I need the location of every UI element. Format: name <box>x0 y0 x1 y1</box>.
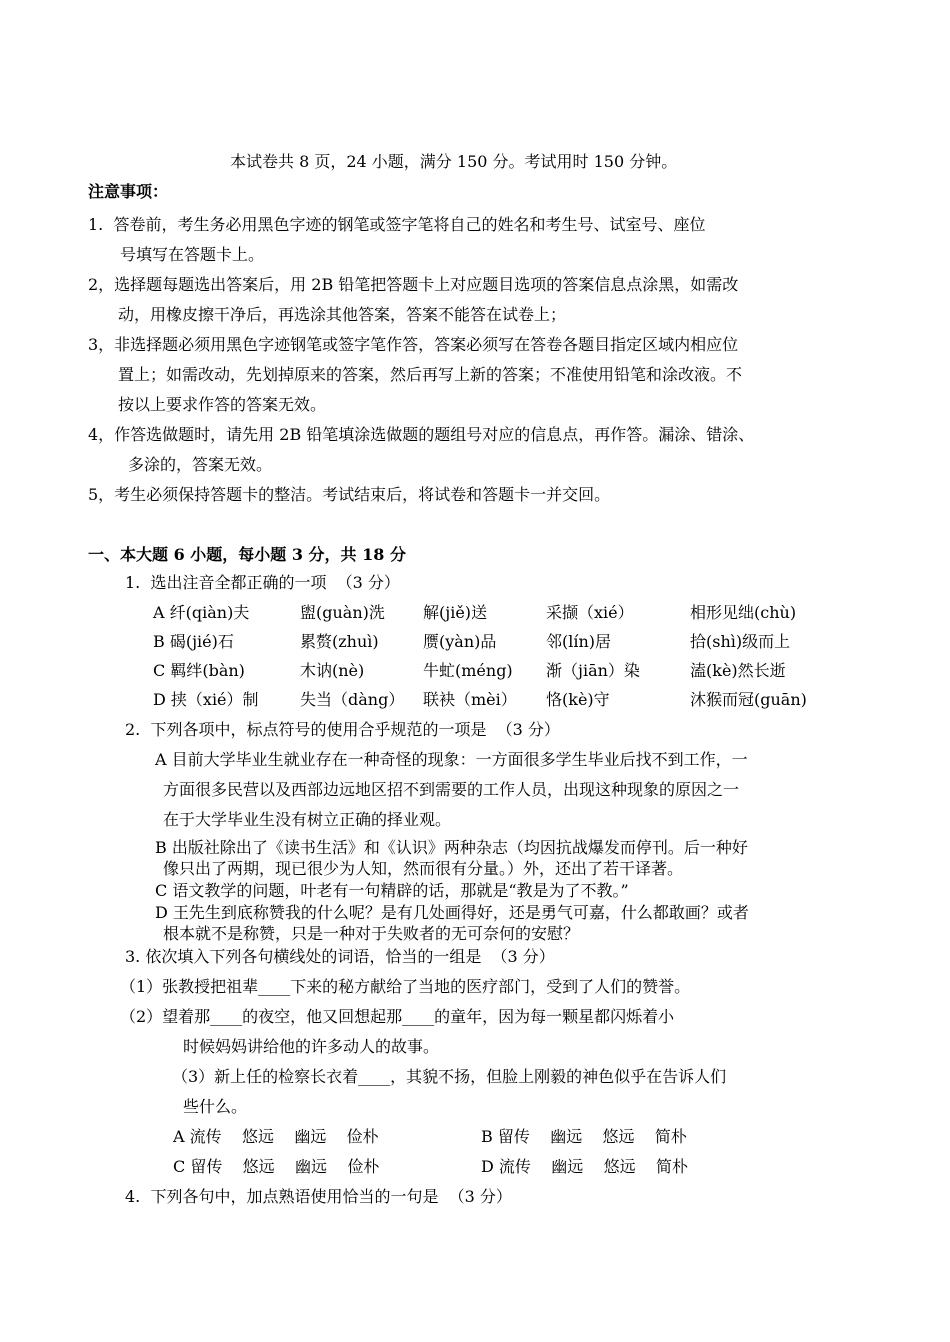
option-cell: 相形见绌(chù) <box>690 603 797 622</box>
option-cell: A 纤(qiàn)夫 <box>153 603 250 622</box>
notice-line: 2，选择题每题选出答案后，用 2B 铅笔把答题卡上对应题目选项的答案信息点涂黑，如需改 <box>88 275 739 294</box>
option-cell: 失当（dàng） <box>300 690 405 709</box>
option-cell: C 羁绊(bàn) <box>153 661 245 680</box>
notice-line: 3，非选择题必须用黑色字迹钢笔或签字笔作答，答案必须写在答卷各题目指定区域内相应位 <box>88 335 739 354</box>
option-cell: 沐猴而冠(guān) <box>690 690 807 709</box>
question-3-option-d: D 流传 幽远 悠远 简朴 <box>481 1157 688 1176</box>
question-2-option-a: 方面很多民营以及西部边远地区招不到需要的工作人员，出现这种现象的原因之一 <box>163 780 740 799</box>
option-cell: 解(jiě)送 <box>423 603 488 622</box>
notice-line: 4，作答选做题时，请先用 2B 铅笔填涂选做题的题组号对应的信息点，再作答。漏涂、错涂、 <box>88 425 755 444</box>
question-3-option-b: B 留传 幽远 悠远 简朴 <box>481 1127 687 1146</box>
question-2-option-a: A 目前大学毕业生就业存在一种奇怪的现象：一方面很多学生毕业后找不到工作，一 <box>155 750 748 769</box>
question-3-sentence: 些什么。 <box>183 1097 248 1116</box>
option-cell: B 碣(jié)石 <box>153 632 234 651</box>
question-2-option-d: 根本就不是称赞，只是一种对于失败者的无可奈何的安慰？ <box>163 924 580 943</box>
question-4-stem: 4. 下列各句中，加点熟语使用恰当的一句是 （3 分） <box>125 1187 512 1206</box>
option-cell: 拾(shì)级而上 <box>690 632 791 651</box>
question-2-option-b: 像只出了两期，现已很少为人知，然而很有分量。）外，还出了若干译著。 <box>163 859 684 878</box>
notice-line: 置上；如需改动，先划掉原来的答案，然后再写上新的答案；不准使用铅笔和涂改液。不 <box>118 365 743 384</box>
option-cell: 恪(kè)守 <box>546 690 610 709</box>
option-cell: 溘(kè)然长逝 <box>690 661 786 680</box>
notice-line: 按以上要求作答的答案无效。 <box>118 395 327 414</box>
question-3-option-a: A 流传 悠远 幽远 俭朴 <box>173 1127 379 1146</box>
question-3-sentence: （3）新上任的检察长衣着____，其貌不扬，但脸上刚毅的神色似乎在告诉人们 <box>172 1067 727 1086</box>
question-2-option-b: B 出版社除出了《读书生活》和《认识》两种杂志（均因抗战爆发而停刊。后一种好 <box>155 838 748 857</box>
notice-line: 1. 答卷前，考生务必用黑色字迹的钢笔或签字笔将自己的姓名和考生号、试室号、座位 <box>88 215 706 234</box>
question-2-option-c: C 语文教学的问题，叶老有一句精辟的话，那就是“教是为了不教。” <box>155 881 629 900</box>
option-cell: 赝(yàn)品 <box>423 632 497 651</box>
section-title: 一、本大题 6 小题，每小题 3 分，共 18 分 <box>88 545 406 564</box>
question-2-option-d: D 王先生到底称赞我的什么呢？是有几处画得好，还是勇气可嘉，什么都敢画？或者 <box>155 903 749 922</box>
question-2-option-a: 在于大学毕业生没有树立正确的择业观。 <box>163 810 452 829</box>
option-cell: 联袂（mèi） <box>423 690 517 709</box>
option-cell: D 挟（xié）制 <box>153 690 259 709</box>
option-cell: 采撷（xié） <box>546 603 634 622</box>
question-3-option-c: C 留传 悠远 幽远 俭朴 <box>173 1157 380 1176</box>
question-1-stem: 1. 选出注音全都正确的一项 （3 分） <box>125 573 400 592</box>
question-2-stem: 2. 下列各项中，标点符号的使用合乎规范的一项是 （3 分） <box>125 720 560 739</box>
notice-line: 5，考生必须保持答题卡的整洁。考试结束后，将试卷和答题卡一并交回。 <box>88 485 611 504</box>
option-cell: 盥(guàn)洗 <box>300 603 385 622</box>
notice-line: 动，用橡皮擦干净后，再选涂其他答案，答案不能答在试卷上； <box>118 305 567 324</box>
question-3-stem: 3. 依次填入下列各句横线处的词语，恰当的一组是 （3 分） <box>125 947 555 966</box>
question-3-sentence: （2）望着那____的夜空，他又回想起那____的童年，因为每一颗星都闪烁着小 <box>120 1007 675 1026</box>
exam-header: 本试卷共 8 页，24 小题，满分 150 分。考试用时 150 分钟。 <box>230 152 678 171</box>
notice-line: 多涂的，答案无效。 <box>128 455 273 474</box>
notice-line: 号填写在答题卡上。 <box>120 245 265 264</box>
option-cell: 累赘(zhuì) <box>300 632 379 651</box>
question-3-sentence: （1）张教授把祖辈____下来的秘方献给了当地的医疗部门，受到了人们的赞誉。 <box>120 977 691 996</box>
option-cell: 木讷(nè) <box>300 661 365 680</box>
notice-title: 注意事项： <box>88 182 169 201</box>
option-cell: 牛虻(méng) <box>423 661 513 680</box>
option-cell: 邻(lín)居 <box>546 632 612 651</box>
question-3-sentence: 时候妈妈讲给他的许多动人的故事。 <box>183 1037 440 1056</box>
option-cell: 渐（jiān）染 <box>546 661 640 680</box>
